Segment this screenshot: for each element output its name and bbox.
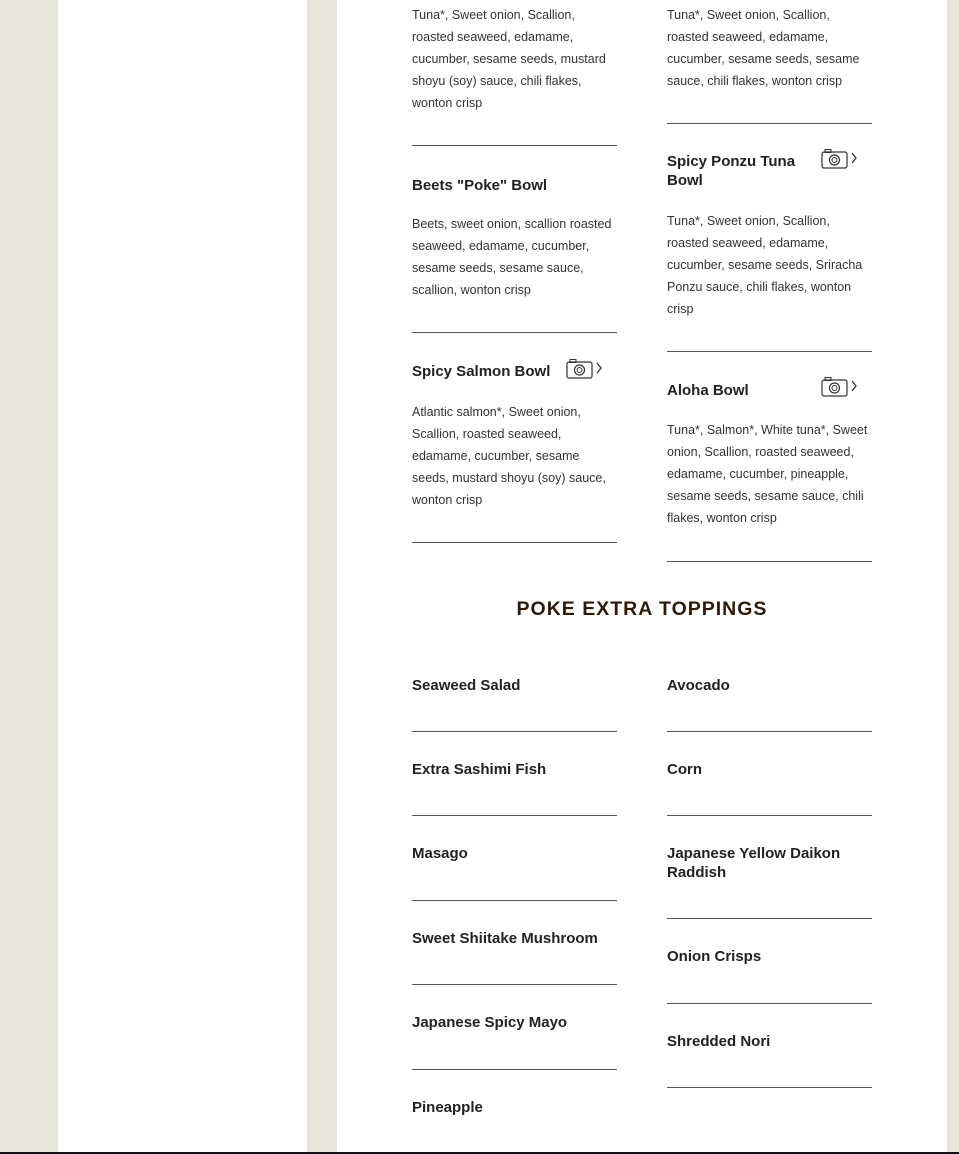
menu-content (337, 0, 947, 1152)
topping-name[interactable]: Japanese Yellow Daikon Raddish (667, 845, 841, 881)
item-divider (412, 145, 617, 146)
item-divider (667, 731, 872, 732)
topping-name[interactable]: Seaweed Salad (412, 677, 521, 694)
item-description: Tuna*, Sweet onion, Scallion, roasted seaweed, edamame, cucumber, sesame seeds, mustard shoyu (soy) sauce, chili flakes, wonton crisp (412, 8, 606, 110)
view-photo-button[interactable] (566, 358, 606, 380)
item-description: Tuna*, Salmon*, White tuna*, Sweet onion, Scallion, roasted seaweed, edamame, cucumber, pineapple, sesame seeds, sesame sauce, chili flakes, wonton crisp (667, 423, 868, 525)
item-divider (667, 351, 872, 352)
item-divider (667, 1003, 872, 1004)
item-name[interactable]: Aloha Bowl (667, 382, 749, 399)
item-name[interactable]: Spicy Salmon Bowl (412, 363, 551, 380)
item-divider (412, 332, 617, 333)
item-name[interactable]: Beets "Poke" Bowl (412, 177, 548, 194)
section-title: POKE EXTRA TOPPINGS (516, 598, 768, 620)
topping-name[interactable]: Onion Crisps (667, 948, 762, 965)
item-divider (412, 542, 617, 543)
item-divider (412, 815, 617, 816)
item-divider (412, 984, 617, 985)
camera-icon (566, 358, 606, 380)
topping-name[interactable]: Corn (667, 761, 702, 778)
view-photo-button[interactable] (821, 148, 861, 170)
item-description: Tuna*, Sweet onion, Scallion, roasted seaweed, edamame, cucumber, sesame seeds, sesame sauce, chili flakes, wonton crisp (667, 8, 860, 88)
item-divider (667, 123, 872, 124)
item-divider (412, 731, 617, 732)
left-sidebar (58, 0, 307, 1152)
item-divider (667, 815, 872, 816)
topping-name[interactable]: Shredded Nori (667, 1033, 771, 1050)
camera-icon (821, 148, 861, 170)
item-description: Tuna*, Sweet onion, Scallion, roasted seaweed, edamame, cucumber, sesame seeds, Sriracha Ponzu sauce, chili flakes, wonton crisp (667, 214, 863, 316)
item-divider (412, 900, 617, 901)
camera-icon (821, 376, 861, 398)
topping-name[interactable]: Avocado (667, 677, 730, 694)
view-photo-button[interactable] (821, 376, 861, 398)
item-divider (667, 561, 872, 562)
topping-name[interactable]: Japanese Spicy Mayo (412, 1014, 568, 1031)
item-divider (412, 1069, 617, 1070)
topping-name[interactable]: Sweet Shiitake Mushroom (412, 930, 598, 947)
item-name[interactable]: Spicy Ponzu Tuna Bowl (667, 153, 796, 189)
item-divider (667, 1087, 872, 1088)
item-divider (667, 918, 872, 919)
item-description: Beets, sweet onion, scallion roasted seaweed, edamame, cucumber, sesame seeds, sesame sauce, scallion, wonton crisp (412, 217, 612, 297)
topping-name[interactable]: Pineapple (412, 1099, 483, 1116)
topping-name[interactable]: Masago (412, 845, 468, 862)
item-description: Atlantic salmon*, Sweet onion, Scallion, roasted seaweed, edamame, cucumber, sesame seeds, mustard shoyu (soy) sauce, wonton crisp (412, 405, 606, 507)
topping-name[interactable]: Extra Sashimi Fish (412, 761, 547, 778)
